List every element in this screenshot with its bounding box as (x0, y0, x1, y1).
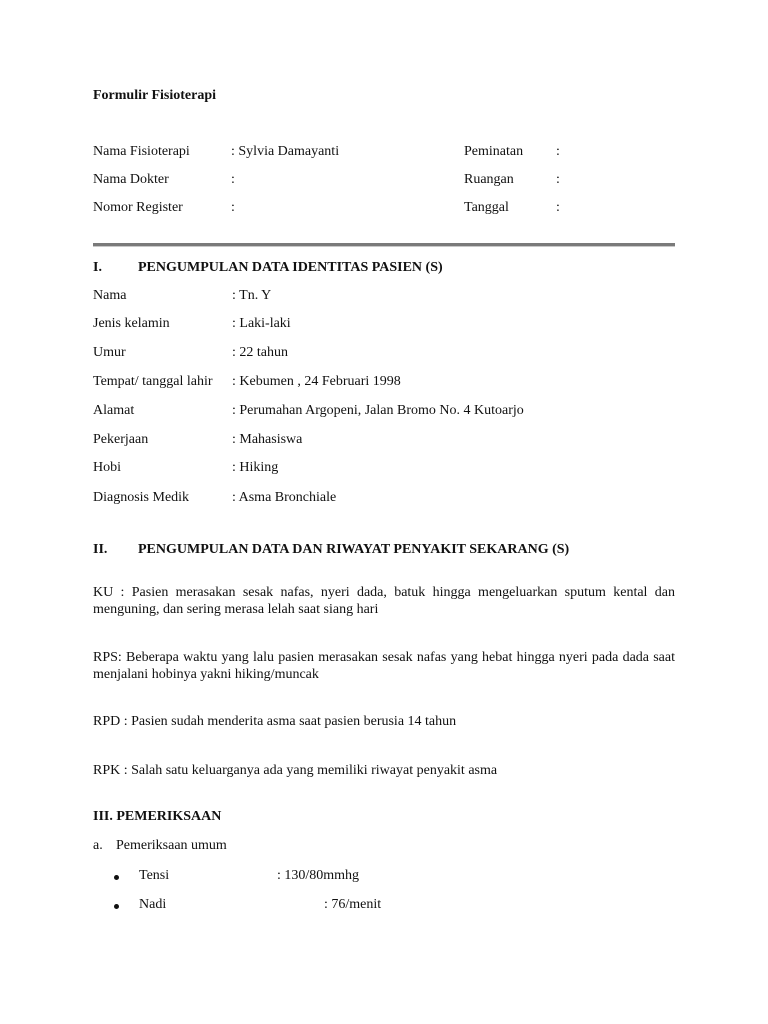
header-label-right: Ruangan (464, 172, 514, 187)
form-title: Formulir Fisioterapi (93, 88, 216, 103)
identity-value: : Laki-laki (232, 316, 291, 331)
identity-value: : Asma Bronchiale (232, 490, 337, 505)
bullet-icon (114, 875, 119, 880)
identity-value: : Tn. Y (232, 288, 272, 303)
subsection-letter: a. (93, 838, 103, 853)
header-label-right: Peminatan (464, 144, 524, 159)
identity-label: Diagnosis Medik (93, 490, 190, 505)
section-number: II. (93, 542, 108, 557)
identity-label: Alamat (93, 403, 135, 418)
header-label: Nama Fisioterapi (93, 144, 190, 159)
identity-label: Pekerjaan (93, 432, 149, 447)
header-value: : (231, 172, 235, 187)
identity-label: Nama (93, 288, 127, 303)
header-value: : (231, 200, 235, 215)
identity-value: : 22 tahun (232, 345, 288, 360)
identity-label: Umur (93, 345, 126, 360)
section-title: PENGUMPULAN DATA DAN RIWAYAT PENYAKIT SEKARANG (S) (138, 542, 570, 557)
identity-row (93, 432, 693, 452)
identity-row (93, 374, 693, 394)
section-3-heading: III. PEMERIKSAAN (93, 809, 222, 824)
identity-label: Tempat/ tanggal lahir (93, 374, 213, 389)
exam-item-label: Nadi (139, 897, 167, 912)
rpk-paragraph: RPK : Salah satu keluarganya ada yang memiliki riwayat penyakit asma (93, 763, 498, 778)
identity-row (93, 460, 693, 480)
identity-label: Hobi (93, 460, 121, 475)
header-value: : Sylvia Damayanti (231, 144, 340, 159)
header-row-dokter (93, 172, 693, 192)
header-label: Nomor Register (93, 200, 183, 215)
section-number: I. (93, 260, 102, 275)
subsection-title: Pemeriksaan umum (116, 838, 227, 853)
identity-row (93, 288, 693, 308)
identity-value: : Perumahan Argopeni, Jalan Bromo No. 4 Kutoarjo (232, 403, 524, 418)
header-divider (93, 243, 675, 247)
header-label: Nama Dokter (93, 172, 169, 187)
header-label-right: Tanggal (464, 200, 509, 215)
exam-item-value: : 130/80mmhg (277, 868, 360, 883)
header-value-right: : (556, 172, 560, 187)
exam-item-label: Tensi (139, 868, 170, 883)
identity-row (93, 490, 693, 510)
identity-value: : Hiking (232, 460, 279, 475)
header-value-right: : (556, 200, 560, 215)
identity-row (93, 345, 693, 365)
ku-paragraph: KU : Pasien merasakan sesak nafas, nyeri dada, batuk hingga mengeluarkan sputum kental dan menguning, dan sering merasa lelah saat siang hari (93, 585, 675, 617)
identity-row (93, 316, 693, 336)
header-value-right: : (556, 144, 560, 159)
identity-label: Jenis kelamin (93, 316, 170, 331)
identity-value: : Mahasiswa (232, 432, 303, 447)
bullet-icon (114, 904, 119, 909)
header-row-fisioterapis (93, 144, 693, 164)
header-row-register (93, 200, 693, 220)
rpd-paragraph: RPD : Pasien sudah menderita asma saat pasien berusia 14 tahun (93, 714, 457, 729)
exam-item-value: : 76/menit (324, 897, 382, 912)
identity-row (93, 403, 693, 423)
rps-paragraph: RPS: Beberapa waktu yang lalu pasien merasakan sesak nafas yang hebat hingga nyeri pada dada saat menjalani hobinya yakni hiking/muncak (93, 650, 675, 682)
section-title: PENGUMPULAN DATA IDENTITAS PASIEN (S) (138, 260, 443, 275)
identity-value: : Kebumen , 24 Februari 1998 (232, 374, 401, 389)
